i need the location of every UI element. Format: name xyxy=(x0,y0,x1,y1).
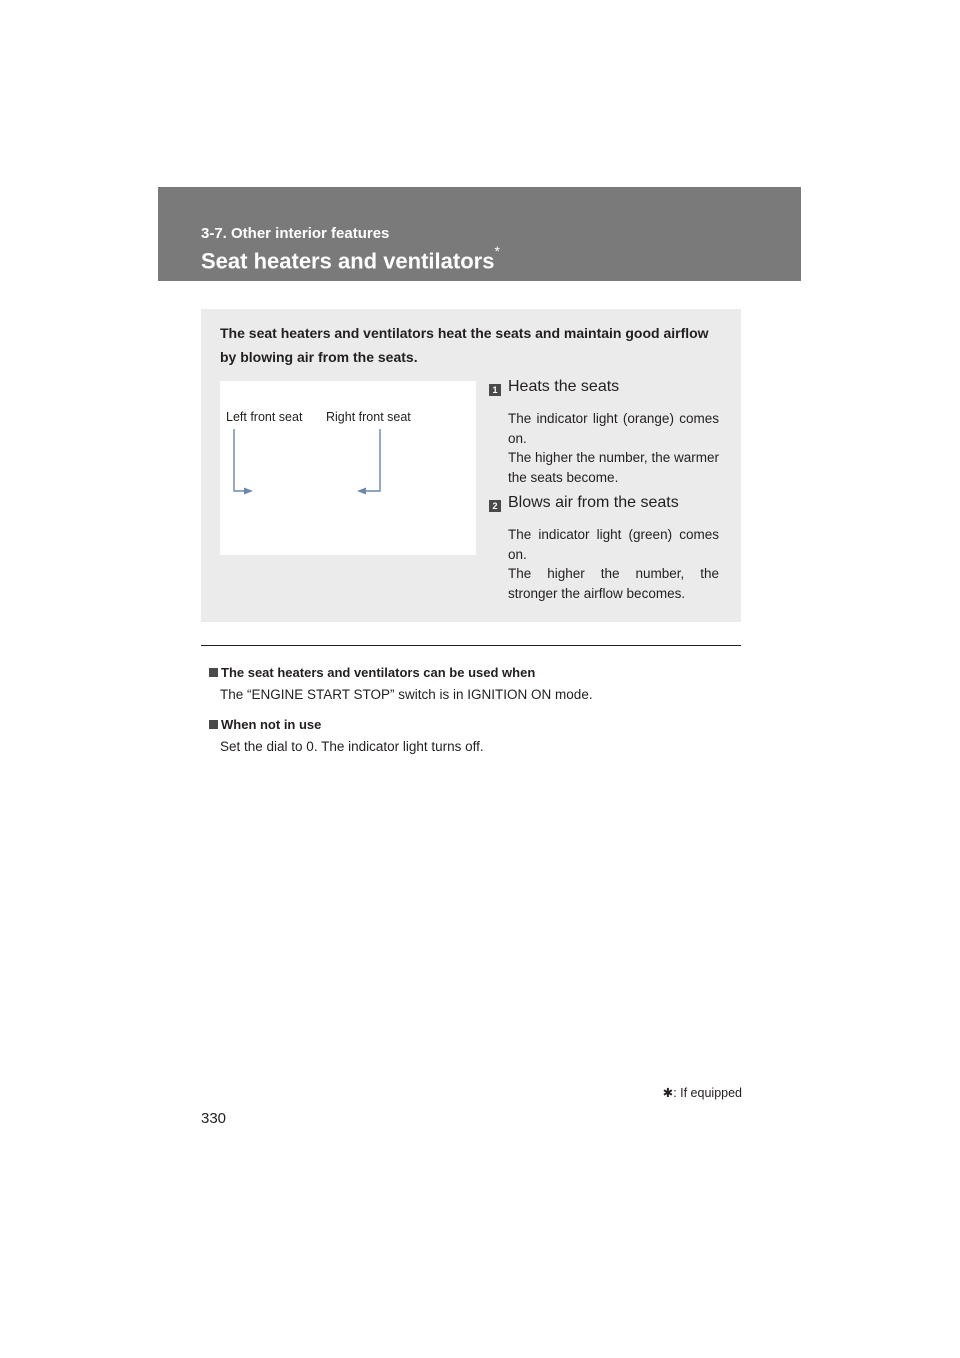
seat-controls-figure xyxy=(220,381,476,555)
square-bullet-icon xyxy=(209,720,218,729)
note-title xyxy=(209,717,741,732)
item-line: The higher the number, the stronger the airflow becomes. xyxy=(508,566,719,601)
if-equipped-footnote: ✱: If equipped xyxy=(662,1086,742,1100)
intro-text: The seat heaters and ventilators heat the seats and maintain good airflow by blowing air from the seats. xyxy=(220,325,709,365)
item-description xyxy=(508,525,719,603)
right-front-seat-label: Right front seat xyxy=(326,410,411,424)
if-equipped-mark: * xyxy=(494,243,500,259)
item-line: The indicator light (orange) comes on. xyxy=(508,411,719,446)
item-number-2: 2 xyxy=(489,500,501,512)
info-panel xyxy=(201,309,741,622)
right-seat-callout-arrow xyxy=(360,429,380,491)
item-line: The higher the number, the warmer the seats become. xyxy=(508,450,719,485)
callout-arrows xyxy=(220,381,476,555)
item-line: The indicator light (green) comes on. xyxy=(508,527,719,562)
note-body: The “ENGINE START STOP” switch is in IGNITION ON mode. xyxy=(220,687,593,702)
item-number-1: 1 xyxy=(489,384,501,396)
note-title-text: The seat heaters and ventilators can be used when xyxy=(221,665,536,680)
left-seat-callout-arrow xyxy=(234,429,250,491)
right-seat-arrowhead xyxy=(357,488,366,495)
note-title-text: When not in use xyxy=(221,717,322,732)
note-usage-condition xyxy=(209,665,741,702)
section-divider xyxy=(201,645,741,646)
note-title xyxy=(209,665,741,680)
section-label: 3-7. Other interior features xyxy=(201,225,390,242)
page-number: 330 xyxy=(201,1110,227,1127)
left-seat-arrowhead xyxy=(244,488,253,495)
left-front-seat-label: Left front seat xyxy=(226,410,303,424)
item-heading: Blows air from the seats xyxy=(508,494,679,511)
item-heading: Heats the seats xyxy=(508,378,620,395)
note-body: Set the dial to 0. The indicator light turns off. xyxy=(220,739,484,754)
page-title xyxy=(201,243,500,274)
item-description xyxy=(508,409,719,487)
square-bullet-icon xyxy=(209,668,218,677)
note-when-not-in-use xyxy=(209,717,741,754)
section-header xyxy=(158,187,801,281)
page-title-text: Seat heaters and ventilators xyxy=(201,248,495,274)
